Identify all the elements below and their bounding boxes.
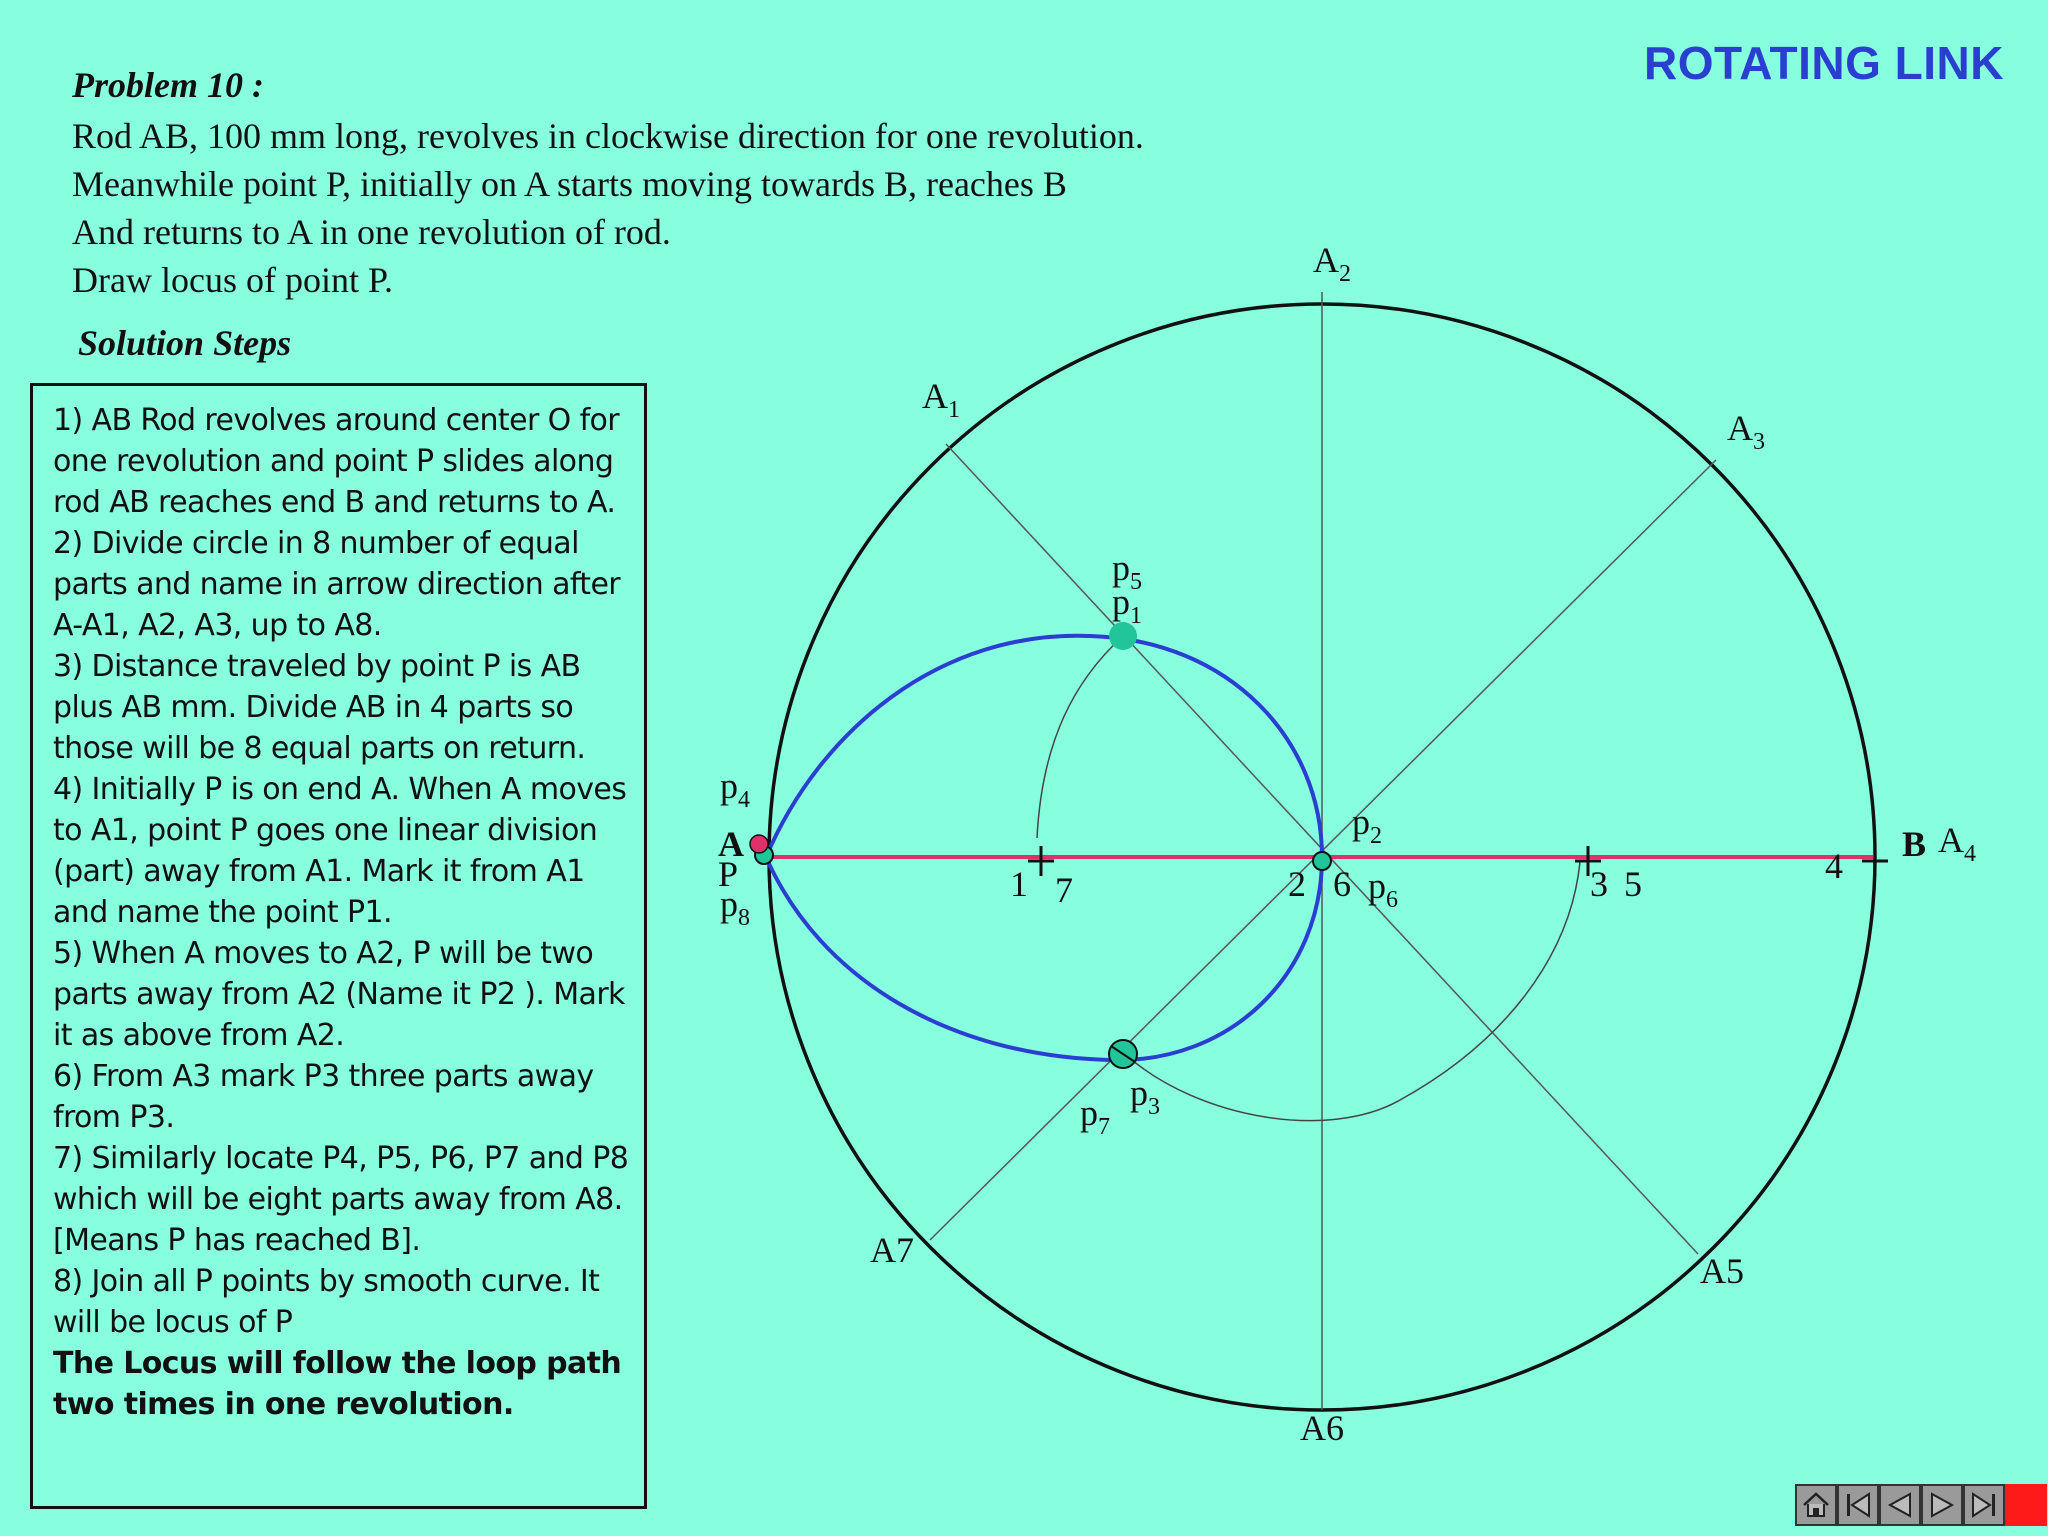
point-p-start xyxy=(750,835,768,853)
label-div-3: 3 xyxy=(1590,864,1608,904)
home-button[interactable] xyxy=(1795,1484,1837,1526)
solution-step: 6) From A3 mark P3 three parts away from P3. xyxy=(53,1059,594,1135)
division-marks xyxy=(1028,846,1888,876)
previous-slide-icon xyxy=(1885,1490,1915,1520)
slide-navigation xyxy=(1795,1484,2047,1526)
problem-line: And returns to A in one revolution of rod. xyxy=(72,212,671,252)
label-p6: $p_6$ xyxy=(1368,866,1398,913)
solution-step: 4) Initially P is on end A. When A moves to A1, point P goes one linear division (part) away from A1. Mark it from A1 and name the point P1. xyxy=(53,772,627,930)
label-div-6: 6 xyxy=(1333,864,1351,904)
problem-line: Meanwhile point P, initially on A starts moving towards B, reaches B xyxy=(72,164,1067,204)
solution-step: 2) Divide circle in 8 number of equal parts and name in arrow direction after A-A1, A2, A3, up to A8. xyxy=(53,526,621,643)
solution-step: 3) Distance traveled by point P is AB plus AB mm. Divide AB in 4 parts so those will be 8 equal parts on return. xyxy=(53,649,586,766)
last-slide-icon xyxy=(1969,1490,1999,1520)
label-p: P xyxy=(718,854,739,894)
next-slide-button[interactable] xyxy=(1921,1484,1963,1526)
construction-arc-p3 xyxy=(1126,862,1580,1121)
solution-conclusion: The Locus will follow the loop path two times in one revolution. xyxy=(53,1346,622,1422)
stop-button[interactable] xyxy=(2005,1484,2047,1526)
first-slide-button[interactable] xyxy=(1837,1484,1879,1526)
label-b: B xyxy=(1902,824,1927,864)
next-slide-icon xyxy=(1927,1490,1957,1520)
slide-title: ROTATING LINK xyxy=(1644,37,2004,89)
first-slide-icon xyxy=(1843,1490,1873,1520)
label-p2: $p_2$ xyxy=(1352,802,1382,849)
solution-step: 8) Join all P points by smooth curve. It will be locus of P xyxy=(53,1264,600,1340)
last-slide-button[interactable] xyxy=(1963,1484,2005,1526)
problem-line: Draw locus of point P. xyxy=(72,260,393,300)
home-icon xyxy=(1801,1490,1831,1520)
label-a7: A7 xyxy=(870,1230,914,1270)
label-p3: $p_3$ xyxy=(1130,1073,1160,1120)
label-div-2: 2 xyxy=(1288,864,1306,904)
solution-heading: Solution Steps xyxy=(78,323,292,363)
label-a: A xyxy=(718,824,744,864)
solution-step: 1) AB Rod revolves around center O for one revolution and point P slides along rod AB reaches end B and returns to A. xyxy=(53,403,620,520)
label-p5: $p_5$ xyxy=(1112,548,1142,595)
label-div-7: 7 xyxy=(1055,870,1073,910)
label-div-4: 4 xyxy=(1825,846,1843,886)
label-a1: $A_1$ xyxy=(922,376,960,423)
label-div-5: 5 xyxy=(1624,864,1642,904)
label-p7: $p_7$ xyxy=(1080,1093,1110,1140)
construction-arc-p1 xyxy=(1037,636,1123,838)
problem-line: Rod AB, 100 mm long, revolves in clockwise direction for one revolution. xyxy=(72,116,1144,156)
point-p2-p6 xyxy=(1313,852,1331,870)
solution-step: 7) Similarly locate P4, P5, P6, P7 and P8 which will be eight parts away from A8. [Means P has reached B]. xyxy=(53,1141,629,1258)
previous-slide-button[interactable] xyxy=(1879,1484,1921,1526)
label-p1: $p_1$ xyxy=(1112,582,1142,629)
problem-heading: Problem 10 : xyxy=(72,65,264,105)
label-a3: $A_3$ xyxy=(1727,408,1765,455)
label-div-1: 1 xyxy=(1010,864,1028,904)
label-a2: $A_2$ xyxy=(1313,240,1351,287)
label-p8: $p_8$ xyxy=(720,884,750,931)
label-a5: A5 xyxy=(1700,1251,1744,1291)
label-a4: $A_4$ xyxy=(1938,820,1976,867)
locus-curve xyxy=(766,636,1322,1060)
label-a6: A6 xyxy=(1300,1408,1344,1448)
label-p4: $p_4$ xyxy=(720,766,750,813)
solution-step: 5) When A moves to A2, P will be two parts away from A2 (Name it P2 ). Mark it as above from A2. xyxy=(53,936,625,1053)
